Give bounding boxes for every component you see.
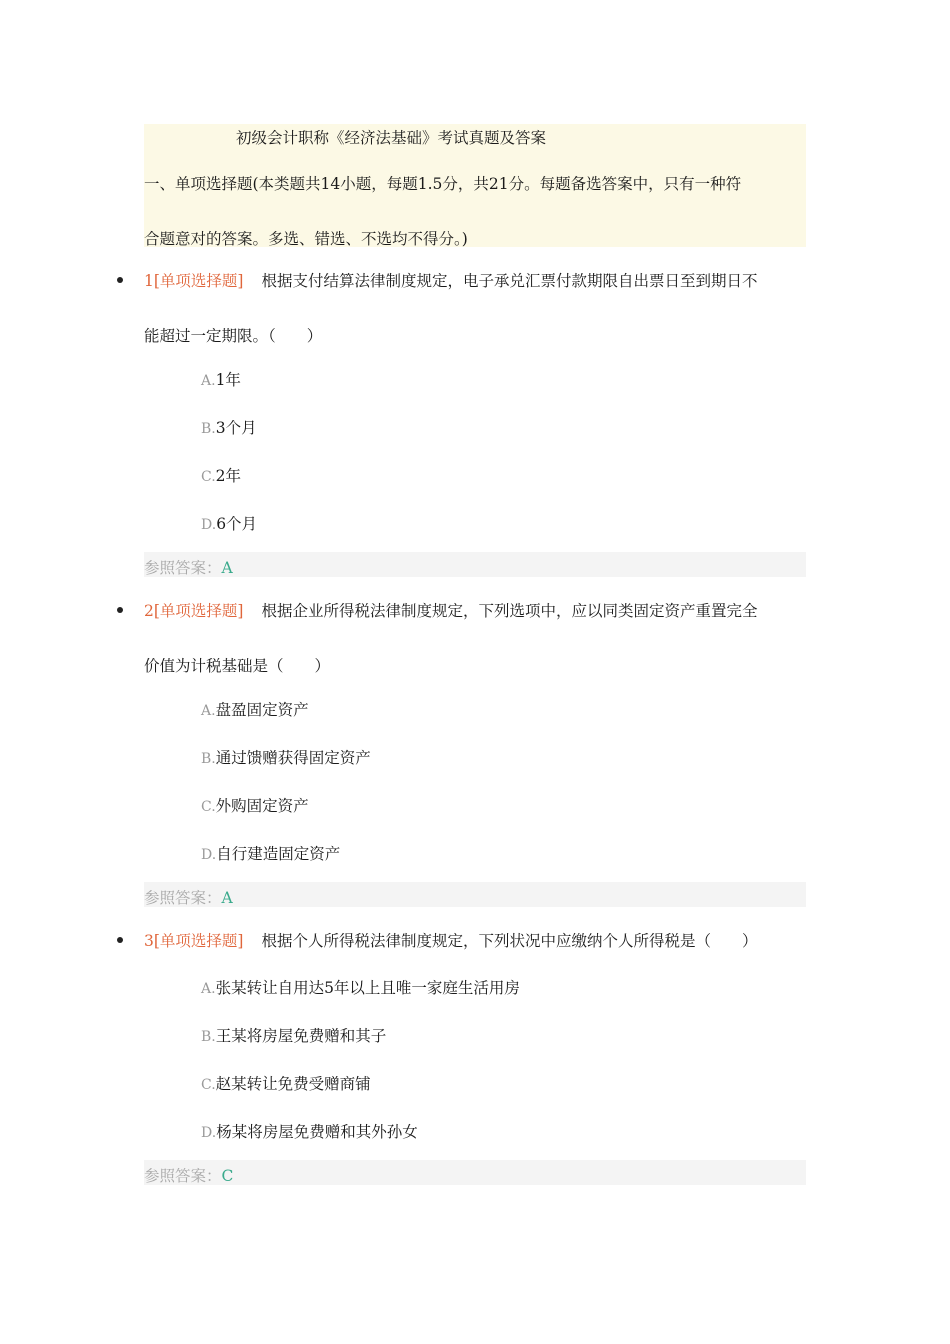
answer-bar bbox=[144, 1160, 806, 1185]
question-2-tag: 2[单项选择题] bbox=[144, 602, 244, 620]
question-2-option-a: A.盘盈固定资产 bbox=[201, 701, 309, 719]
question-2-line-2: 价值为计税基础是（ ） bbox=[144, 657, 331, 675]
question-3-answer: 参照答案：C bbox=[144, 1167, 234, 1185]
section-intro-line-1: 一、单项选择题(本类题共14小题，每题1.5分，共21分。每题备选答案中，只有一种符 bbox=[144, 175, 742, 193]
question-1-stem: 根据支付结算法律制度规定，电子承兑汇票付款期限自出票日至到期日不 bbox=[261, 272, 758, 290]
question-3-stem: 根据个人所得税法律制度规定，下列状况中应缴纳个人所得税是（ ） bbox=[261, 932, 758, 950]
question-1-answer: 参照答案：A bbox=[144, 559, 233, 577]
question-2-option-d: D.自行建造固定资产 bbox=[201, 845, 341, 863]
question-2-line-1 bbox=[144, 599, 757, 621]
bullet-icon bbox=[117, 277, 123, 283]
question-3-option-c: C.赵某转让免费受赠商铺 bbox=[201, 1075, 371, 1093]
document-title: 初级会计职称《经济法基础》考试真题及答案 bbox=[236, 129, 547, 147]
question-1-tag: 1[单项选择题] bbox=[144, 272, 244, 290]
answer-bar bbox=[144, 882, 806, 907]
question-1-option-a: A.1年 bbox=[201, 371, 241, 389]
question-3-option-b: B.王某将房屋免费赠和其子 bbox=[201, 1027, 387, 1045]
question-1-option-d: D.6个月 bbox=[201, 515, 258, 533]
answer-bar bbox=[144, 552, 806, 577]
question-3-line-1 bbox=[144, 929, 757, 951]
question-2-option-b: B.通过馈赠获得固定资产 bbox=[201, 749, 371, 767]
question-1-line-1 bbox=[144, 269, 757, 291]
question-2-stem: 根据企业所得税法律制度规定，下列选项中，应以同类固定资产重置完全 bbox=[261, 602, 758, 620]
bullet-icon bbox=[117, 607, 123, 613]
question-3-option-a: A.张某转让自用达5年以上且唯一家庭生活用房 bbox=[201, 979, 520, 997]
question-1-option-b: B.3个月 bbox=[201, 419, 257, 437]
question-1-line-2: 能超过一定期限。（ ） bbox=[144, 327, 323, 345]
question-1-option-c: C.2年 bbox=[201, 467, 242, 485]
question-3-tag: 3[单项选择题] bbox=[144, 932, 244, 950]
section-intro-line-2: 合题意对的答案。多选、错选、不选均不得分。) bbox=[144, 230, 468, 248]
bullet-icon bbox=[117, 937, 123, 943]
question-3-option-d: D.杨某将房屋免费赠和其外孙女 bbox=[201, 1123, 418, 1141]
question-2-answer: 参照答案：A bbox=[144, 889, 233, 907]
question-2-option-c: C.外购固定资产 bbox=[201, 797, 309, 815]
